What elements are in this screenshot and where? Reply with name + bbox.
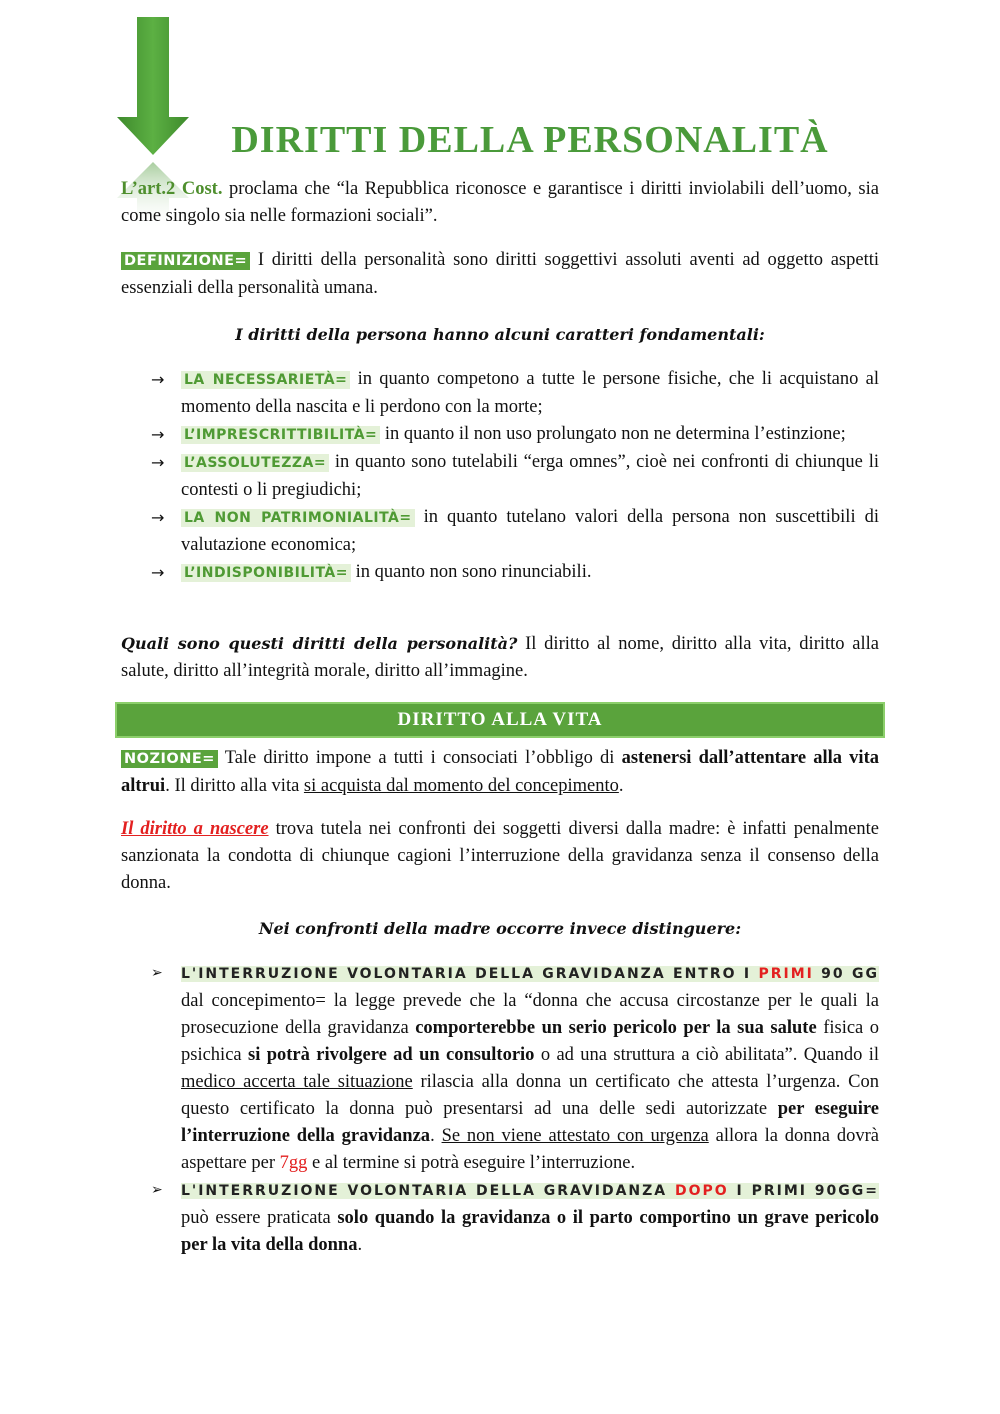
- birth-paragraph: [121, 816, 879, 897]
- case-label-text: 90 GG: [813, 966, 879, 982]
- notion-paragraph: [121, 745, 879, 800]
- case-underlined: Se non viene attestato con urgenza: [441, 1126, 709, 1146]
- case-label: [181, 1183, 879, 1199]
- case-text: rilascia alla donna un certificato che attesta l’urgenza. Con questo certificato la donna può presentarsi ad una delle sedi autorizzate: [181, 1072, 880, 1119]
- case-text: fisica o psichica: [181, 1018, 880, 1065]
- characteristic-text: in quanto non sono rinunciabili.: [350, 562, 592, 582]
- notion-bold: astenersi dall’attentare alla vita altrui: [121, 748, 879, 796]
- section-banner: DIRITTO ALLA VITA: [115, 702, 885, 738]
- case-text: .: [357, 1235, 363, 1255]
- constitution-reference: L’art.2 Cost.: [121, 179, 223, 199]
- case-text: può essere praticata: [181, 1208, 338, 1228]
- rights-question-paragraph: [121, 630, 879, 685]
- case-text: e al termine si potrà eseguire l’interruzione.: [307, 1153, 636, 1173]
- case-underlined: medico accerta tale situazione: [181, 1072, 413, 1092]
- triangle-bullet-icon: ➢: [151, 1182, 163, 1198]
- case-text: o ad una struttura a ciò abilitata”. Quando il: [534, 1045, 879, 1065]
- rights-question: Quali sono questi diritti della personalità?: [121, 634, 518, 653]
- case-label-red: DOPO: [674, 1183, 729, 1199]
- list-item: [151, 449, 879, 504]
- characteristics-list: [151, 366, 879, 587]
- case-text: dal concepimento= la legge prevede che la “donna che accusa circostanze per le quali la prosecuzione della gravidanza: [181, 991, 879, 1038]
- triangle-bullet-icon: ➢: [151, 965, 163, 981]
- characteristic-text: in quanto il non uso prolungato non ne determina l’estinzione;: [380, 424, 846, 444]
- definition-paragraph: [121, 247, 879, 302]
- characteristic-text: in quanto tutelano valori della persona non suscettibili di valutazione economica;: [181, 507, 879, 555]
- notion-text: .: [618, 776, 624, 796]
- intro-paragraph: [121, 176, 879, 230]
- characteristics-heading: I diritti della persona hanno alcuni caratteri fondamentali:: [235, 325, 765, 344]
- arrow-right-icon: →: [151, 453, 165, 472]
- characteristic-text: in quanto competono a tutte le persone fisiche, che li acquistano al momento della nascita e li perdono con la morte;: [181, 369, 879, 417]
- case-bold: comporterebbe un serio pericolo per la sua salute: [415, 1018, 817, 1038]
- mother-cases-list: [151, 960, 880, 1259]
- list-item: [151, 960, 880, 1177]
- case-label-text: L'INTERRUZIONE VOLONTARIA DELLA GRAVIDANZA: [181, 1183, 675, 1199]
- characteristic-label: L’ASSOLUTEZZA=: [181, 454, 329, 472]
- characteristic-label: LA NECESSARIETÀ=: [181, 371, 350, 389]
- arrow-right-icon: →: [151, 563, 165, 582]
- mother-heading: Nei confronti della madre occorre invece distinguere:: [258, 919, 742, 938]
- intro-text: proclama che “la Repubblica riconosce e garantisce i diritti inviolabili dell’uomo, sia come singolo sia nelle formazioni sociali”.: [121, 179, 879, 226]
- list-item: [151, 504, 879, 559]
- characteristic-label: L’IMPRESCRITTIBILITÀ=: [181, 426, 380, 444]
- definition-text: I diritti della personalità sono diritti soggettivi assoluti aventi ad oggetto aspetti essenziali della personalità umana.: [121, 250, 879, 298]
- case-text: allora la donna dovrà aspettare per: [181, 1126, 879, 1173]
- case-text: .: [430, 1126, 442, 1146]
- characteristic-label: L’INDISPONIBILITÀ=: [181, 564, 351, 582]
- rights-answer: Il diritto al nome, diritto alla vita, diritto alla salute, diritto all’integrità morale, diritto all’immagine.: [121, 634, 879, 681]
- list-item: [151, 559, 879, 587]
- notion-text: . Il diritto alla vita: [165, 776, 304, 796]
- case-bold: si potrà rivolgere ad un consultorio: [248, 1045, 535, 1065]
- case-label: [181, 966, 879, 982]
- list-item: [151, 1177, 880, 1259]
- arrow-right-icon: →: [151, 425, 165, 444]
- case-label-text: I PRIMI 90GG=: [728, 1183, 880, 1199]
- notion-text: Tale diritto impone a tutti i consociati l’obbligo di: [217, 748, 622, 768]
- definition-label: DEFINIZIONE=: [121, 252, 250, 270]
- arrow-right-icon: →: [151, 370, 165, 389]
- page-title: DIRITTI DELLA PERSONALITÀ: [231, 119, 829, 161]
- case-red: 7gg: [279, 1153, 308, 1173]
- case-bold: solo quando la gravidanza o il parto comportino un grave pericolo per la vita della donna: [181, 1208, 879, 1255]
- characteristic-label: LA NON PATRIMONIALITÀ=: [181, 509, 415, 527]
- birth-text: trova tutela nei confronti dei soggetti diversi dalla madre: è infatti penalmente sanzionata la condotta di chiunque cagioni l’interruzione della gravidanza senza il consenso della donna.: [121, 819, 879, 893]
- characteristic-text: in quanto sono tutelabili “erga omnes”, cioè nei confronti di chiunque li contesti o li pregiudichi;: [181, 452, 879, 500]
- list-item: [151, 366, 879, 421]
- case-label-text: L'INTERRUZIONE VOLONTARIA DELLA GRAVIDANZA ENTRO I: [181, 966, 759, 982]
- list-item: [151, 421, 879, 449]
- arrow-right-icon: →: [151, 508, 165, 527]
- notion-underlined: si acquista dal momento del concepimento: [303, 776, 619, 796]
- case-bold: per eseguire l’interruzione della gravidanza: [181, 1099, 879, 1146]
- notion-label: NOZIONE=: [121, 750, 218, 768]
- case-label-red: PRIMI: [758, 966, 814, 982]
- birth-label: Il diritto a nascere: [121, 819, 269, 839]
